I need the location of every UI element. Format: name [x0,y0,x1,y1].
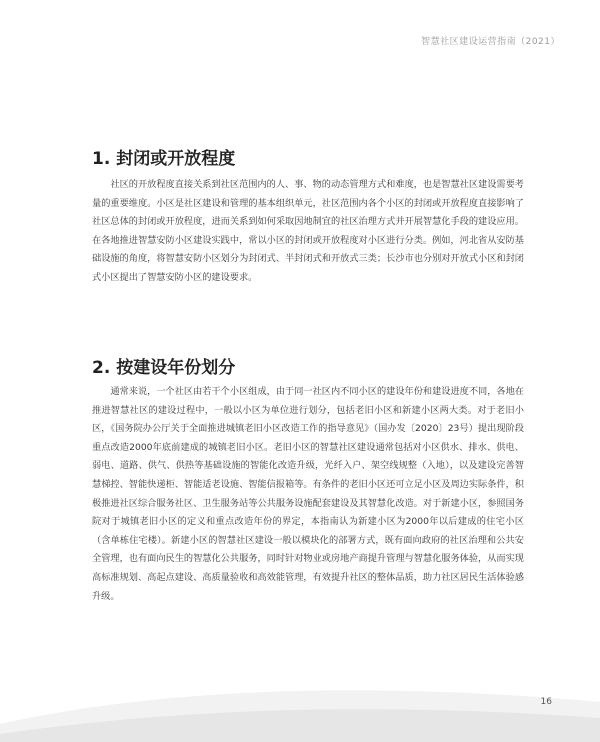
running-header: 智慧社区建设运营指南（2021） [421,37,560,47]
section-paragraph-build-year: 通常来说，一个社区由若干个小区组成，由于同一社区内不同小区的建设年份和建设进度不同，各地在推进智慧社区的建设过程中，一般以小区为单位进行划分，包括老旧小区和新建小区两大类。对于老旧小区，《国务院办公厅关于全面推进城镇老旧小区改造工作的指导意见》（国办发〔2020〕23号）提出现阶段重点改造2000年底前建成的城镇老旧小区。老旧小区的智慧社区建设通常包括对小区供水、排水、供电、弱电、道路、供气、供热等基础设施的智能化改造升级，光纤入户、架空线规整（入地），以及建设完善智慧梯控、智能快递柜、智能适老设施、智能信报箱等。有条件的老旧小区还可立足小区及周边实际条件，积极推进社区综合服务社区、卫生服务站等公共服务设施配套建设及其智慧化改造。对于新建小区，参照国务院对于城镇老旧小区的定义和重点改造年份的界定，本指南认为新建小区为2000年以后建成的住宅小区（含单栋住宅楼）。新建小区的智慧社区建设一般以模块化的部署方式，既有面向政府的社区治理和公共安全管理，也有面向民生的智慧化公共服务，同时针对物业或房地产商提升管理与智慧化服务体验，从而实现高标准规划、高起点建设、高质量验收和高效能管理，有效提升社区的整体品质，助力社区居民生活体验感升级。 [92,386,524,602]
footer-swoosh-decoration [0,672,600,742]
section-paragraph-openness: 社区的开放程度直接关系到社区范围内的人、事、物的动态管理方式和难度，也是智慧社区建设需要考量的重要维度。小区是社区建设和管理的基本组织单元，社区范围内各个小区的封闭或开放程度直接影响了社区总体的封闭或开放程度，进而关系到如何采取因地制宜的社区治理方式并开展智慧化手段的建设应用。在各地推进智慧安防小区建设实践中，常以小区的封闭或开放程度对小区进行分类。例如，河北省从安防基础设施的角度，将智慧安防小区划分为封闭式、半封闭式和开放式三类；长沙市也分别对开放式小区和封闭式小区提出了智慧安防小区的建设要求。 [92,179,524,283]
page-number: 16 [540,697,552,707]
section-title-openness: 1. 封闭或开放程度 [92,149,236,169]
section-title-build-year: 2. 按建设年份划分 [92,358,236,378]
